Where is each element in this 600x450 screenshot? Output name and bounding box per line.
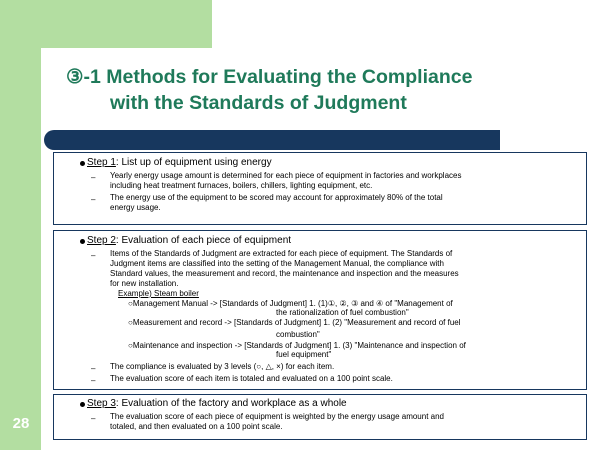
step2-item3: The evaluation score of each item is totaled and evaluated on a 100 point scale. (110, 374, 393, 383)
step1-label: Step 1 (87, 157, 116, 168)
title-line-2: with the Standards of Judgment (110, 92, 407, 114)
title-underline-bar (44, 130, 500, 150)
step3-title: : Evaluation of the factory and workplace as a whole (115, 398, 347, 409)
step2-item1-line4: for new installation. (110, 279, 179, 288)
step1-item2-line2: energy usage. (110, 203, 161, 212)
step2-sub1-line1: ○Management Manual -> [Standards of Judgment] 1. (1)①, ②, ③ and ④ of "Management of (128, 299, 453, 308)
dash-icon: – (91, 376, 96, 385)
bullet-icon (80, 402, 85, 407)
step1-item2-line1: The energy use of the equipment to be scored may account for approximately 80% of the total (110, 193, 443, 202)
step2-sub3-line1: ○Maintenance and inspection -> [Standards of Judgment] 1. (3) "Maintenance and inspection of (128, 341, 466, 350)
dash-icon: – (91, 414, 96, 423)
dash-icon: – (91, 173, 96, 182)
dash-icon: – (91, 195, 96, 204)
step2-item1-line1: Items of the Standards of Judgment are extracted for each piece of equipment. The Standards of (110, 249, 453, 258)
step2-sub2-line1: ○Measurement and record -> [Standards of Judgment] 1. (2) "Measurement and record of fuel (128, 318, 461, 327)
step3-label: Step 3 (87, 398, 116, 409)
step3-heading (87, 398, 347, 409)
step1-item1-line2: including heat treatment furnaces, boilers, chillers, lighting equipment, etc. (110, 181, 373, 190)
dash-icon: – (91, 364, 96, 373)
step2-item1-line2: Judgment items are classified into the setting of the Management Manual, the compliance with (110, 259, 444, 268)
step2-item2: The compliance is evaluated by 3 levels (○, △, ×) for each item. (110, 362, 335, 371)
title-line-1: ③-1 Methods for Evaluating the Compliance (66, 66, 473, 88)
slide-title (66, 64, 586, 116)
step2-sub3-line2: fuel equipment" (276, 350, 332, 359)
top-accent-block (0, 0, 212, 48)
left-accent-stripe (0, 0, 41, 450)
dash-icon: – (91, 251, 96, 260)
step2-label: Step 2 (87, 235, 116, 246)
step3-box (53, 394, 587, 440)
step2-item1-line3: Standard values, the measurement and record, the maintenance and inspection and the measures (110, 269, 459, 278)
step2-title: : Evaluation of each piece of equipment (115, 235, 292, 246)
step3-item-line2: totaled, and then evaluated on a 100 point scale. (110, 422, 283, 431)
step2-sub1-line2: the rationalization of fuel combustion" (276, 308, 409, 317)
bullet-icon (80, 161, 85, 166)
step2-example: Example) Steam boiler (118, 289, 199, 298)
slide-number: 28 (12, 415, 30, 432)
step1-box (53, 152, 587, 225)
step1-heading (87, 157, 272, 168)
bullet-icon (80, 239, 85, 244)
step1-title: : List up of equipment using energy (115, 157, 272, 168)
step2-box (53, 230, 587, 390)
step2-heading (87, 235, 291, 246)
step1-item1-line1: Yearly energy usage amount is determined for each piece of equipment in factories and workplaces (110, 171, 462, 180)
step2-sub2-line2: combustion" (276, 330, 320, 339)
step3-item-line1: The evaluation score of each piece of equipment is weighted by the energy usage amount and (110, 412, 444, 421)
